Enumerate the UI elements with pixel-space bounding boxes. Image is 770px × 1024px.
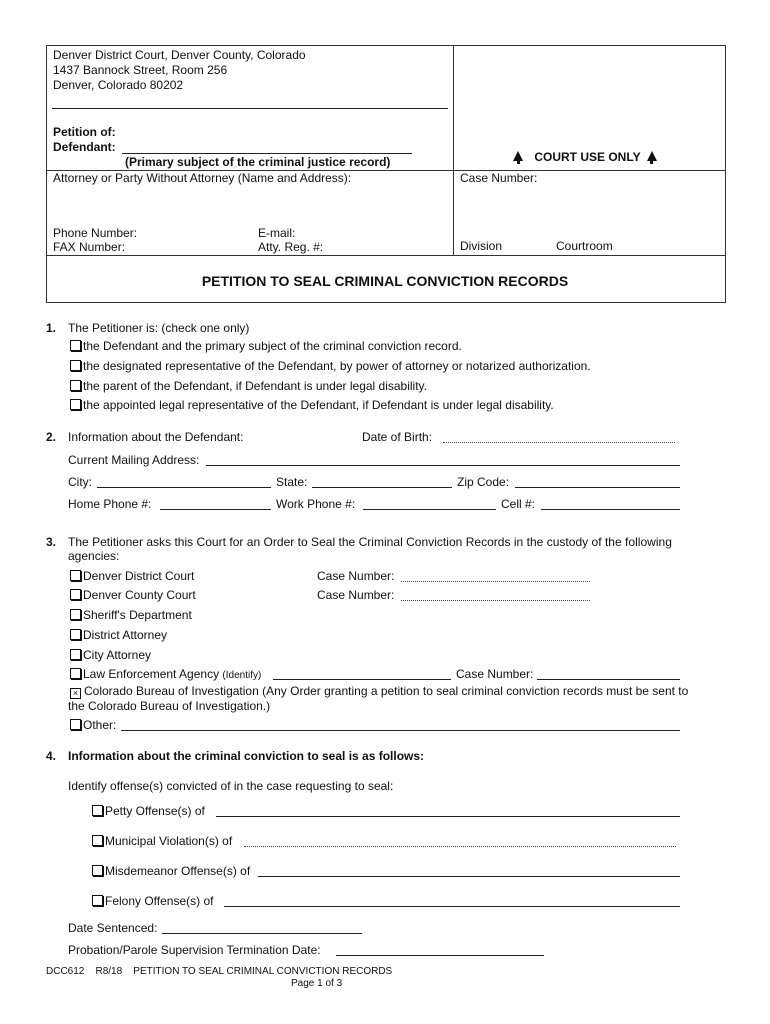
state-field[interactable]	[312, 487, 452, 488]
checkbox[interactable]	[92, 895, 103, 906]
agency-option[interactable]	[70, 588, 196, 602]
agency-label: Other:	[83, 718, 117, 732]
probation-label: Probation/Parole Supervision Termination Date:	[68, 943, 321, 957]
checkbox[interactable]	[70, 360, 81, 371]
cbi-label: Colorado Bureau of Investigation (Any Order granting a petition to seal criminal conviction records must be sent to	[84, 684, 689, 698]
zip-label: Zip Code:	[457, 475, 510, 489]
section-4-title: Information about the criminal conviction to seal is as follows:	[68, 749, 425, 763]
attorney-label: Attorney or Party Without Attorney (Name and Address):	[53, 171, 352, 185]
identify-note: (Identify)	[222, 670, 262, 681]
offense-label: Felony Offense(s) of	[105, 894, 214, 908]
dob-label: Date of Birth:	[362, 430, 433, 444]
offense-option[interactable]	[92, 804, 205, 818]
atty-reg-label: Atty. Reg. #:	[258, 240, 324, 254]
agency-label: Sheriff's Department	[83, 608, 192, 622]
email-label: E-mail:	[258, 226, 296, 240]
checkbox[interactable]	[92, 805, 103, 816]
case-number-field[interactable]	[401, 581, 590, 582]
work-phone-field[interactable]	[363, 509, 496, 510]
option-label: the appointed legal representative of the Defendant, if Defendant is under legal disability.	[83, 398, 554, 412]
cbi-option[interactable]	[70, 684, 688, 699]
dob-field[interactable]	[443, 442, 675, 443]
court-use-only	[513, 150, 657, 164]
identify-offenses: Identify offense(s) convicted of in the case requesting to seal:	[68, 779, 394, 793]
cell-field[interactable]	[541, 509, 680, 510]
section-1-intro: The Petitioner is: (check one only)	[68, 321, 250, 335]
probation-field[interactable]	[336, 955, 544, 956]
agency-option[interactable]	[70, 718, 116, 732]
petitioner-option[interactable]	[70, 359, 591, 373]
mailing-label: Current Mailing Address:	[68, 453, 200, 467]
other-field[interactable]	[121, 730, 680, 731]
offense-option[interactable]	[92, 834, 232, 848]
petitioner-option[interactable]	[70, 398, 554, 412]
court-name: Denver District Court, Denver County, Colorado	[53, 48, 306, 62]
petition-of-label: Petition of:	[53, 125, 116, 139]
cbi-label-cont: the Colorado Bureau of Investigation.)	[68, 699, 271, 713]
section-4-number: 4.	[46, 749, 57, 763]
agency-option[interactable]	[70, 628, 167, 642]
petitioner-option[interactable]	[70, 379, 427, 393]
option-label: the designated representative of the Defendant, by power of attorney or notarized authorization.	[83, 359, 591, 373]
checkbox[interactable]	[70, 719, 81, 730]
case-number-label: Case Number:	[317, 588, 395, 602]
agency-label: Denver District Court	[83, 569, 195, 583]
agency-option[interactable]	[70, 608, 192, 622]
section-3-number: 3.	[46, 535, 57, 549]
checkbox[interactable]	[92, 835, 103, 846]
primary-subject-note: (Primary subject of the criminal justice record)	[125, 155, 391, 169]
up-arrow-icon	[513, 151, 523, 161]
offense-label: Municipal Violation(s) of	[105, 834, 233, 848]
offense-label: Petty Offense(s) of	[105, 804, 205, 818]
court-address-rule	[52, 108, 448, 109]
felony-field[interactable]	[224, 906, 680, 907]
section-2-number: 2.	[46, 430, 57, 444]
section-3-text: The Petitioner asks this Court for an Order to Seal the Criminal Conviction Records in the custody of the following	[68, 535, 672, 549]
option-label: the Defendant and the primary subject of the criminal conviction record.	[83, 339, 462, 353]
agency-option[interactable]	[70, 569, 194, 583]
checkbox[interactable]	[70, 380, 81, 391]
case-number-label: Case Number:	[317, 569, 395, 583]
section-3-text: agencies:	[68, 549, 120, 563]
offense-option[interactable]	[92, 894, 214, 908]
case-number-field[interactable]	[401, 600, 590, 601]
agency-label: Denver County Court	[83, 588, 196, 602]
agency-label: City Attorney	[83, 648, 152, 662]
municipal-field[interactable]	[244, 846, 676, 847]
checked-checkbox[interactable]: ×	[70, 688, 81, 699]
city-label: City:	[68, 475, 92, 489]
court-use-only-label: COURT USE ONLY	[534, 150, 641, 164]
courtroom-label: Courtroom	[556, 239, 613, 253]
caption-divider	[453, 45, 454, 255]
caption-rule	[46, 255, 726, 256]
checkbox[interactable]	[70, 649, 81, 660]
court-street: 1437 Bannock Street, Room 256	[53, 63, 228, 77]
home-phone-label: Home Phone #:	[68, 497, 152, 511]
petitioner-option[interactable]	[70, 339, 462, 353]
fax-label: FAX Number:	[53, 240, 126, 254]
mailing-field[interactable]	[206, 465, 680, 466]
checkbox[interactable]	[70, 668, 81, 679]
misdemeanor-field[interactable]	[258, 876, 680, 877]
checkbox[interactable]	[70, 570, 81, 581]
defendant-name-field[interactable]	[122, 153, 412, 154]
agency-label: Law Enforcement Agency	[83, 667, 220, 681]
defendant-info-label: Information about the Defendant:	[68, 430, 244, 444]
law-enforcement-field[interactable]	[273, 679, 451, 680]
form-name: PETITION TO SEAL CRIMINAL CONVICTION RECORDS	[133, 966, 393, 977]
state-label: State:	[276, 475, 308, 489]
checkbox[interactable]	[70, 629, 81, 640]
form-revision: R8/18	[95, 966, 123, 977]
agency-option[interactable]	[70, 648, 151, 662]
checkbox[interactable]	[92, 865, 103, 876]
checkbox[interactable]	[70, 609, 81, 620]
agency-label: District Attorney	[83, 628, 168, 642]
up-arrow-icon	[647, 151, 657, 161]
form-code: DCC612	[46, 966, 85, 977]
checkbox[interactable]	[70, 589, 81, 600]
section-1-number: 1.	[46, 321, 57, 335]
case-number-label: Case Number:	[460, 171, 538, 185]
page-number: Page 1 of 3	[291, 978, 343, 989]
court-city: Denver, Colorado 80202	[53, 78, 184, 92]
home-phone-field[interactable]	[160, 509, 271, 510]
case-number-field[interactable]	[537, 679, 680, 680]
case-number-label: Case Number:	[456, 667, 534, 681]
offense-option[interactable]	[92, 864, 250, 878]
form-footer	[46, 966, 392, 977]
cell-label: Cell #:	[501, 497, 536, 511]
date-sentenced-label: Date Sentenced:	[68, 921, 158, 935]
petty-field[interactable]	[216, 816, 680, 817]
checkbox[interactable]	[70, 340, 81, 351]
work-phone-label: Work Phone #:	[276, 497, 356, 511]
offense-label: Misdemeanor Offense(s) of	[105, 864, 251, 878]
phone-label: Phone Number:	[53, 226, 138, 240]
date-sentenced-field[interactable]	[162, 933, 362, 934]
defendant-label: Defendant:	[53, 140, 116, 154]
form-title: PETITION TO SEAL CRIMINAL CONVICTION RECORDS	[201, 273, 569, 289]
checkbox[interactable]	[70, 399, 81, 410]
option-label: the parent of the Defendant, if Defendant is under legal disability.	[83, 379, 427, 393]
city-field[interactable]	[97, 487, 271, 488]
agency-option[interactable]	[70, 667, 261, 681]
zip-field[interactable]	[515, 487, 680, 488]
division-label: Division	[460, 239, 503, 253]
